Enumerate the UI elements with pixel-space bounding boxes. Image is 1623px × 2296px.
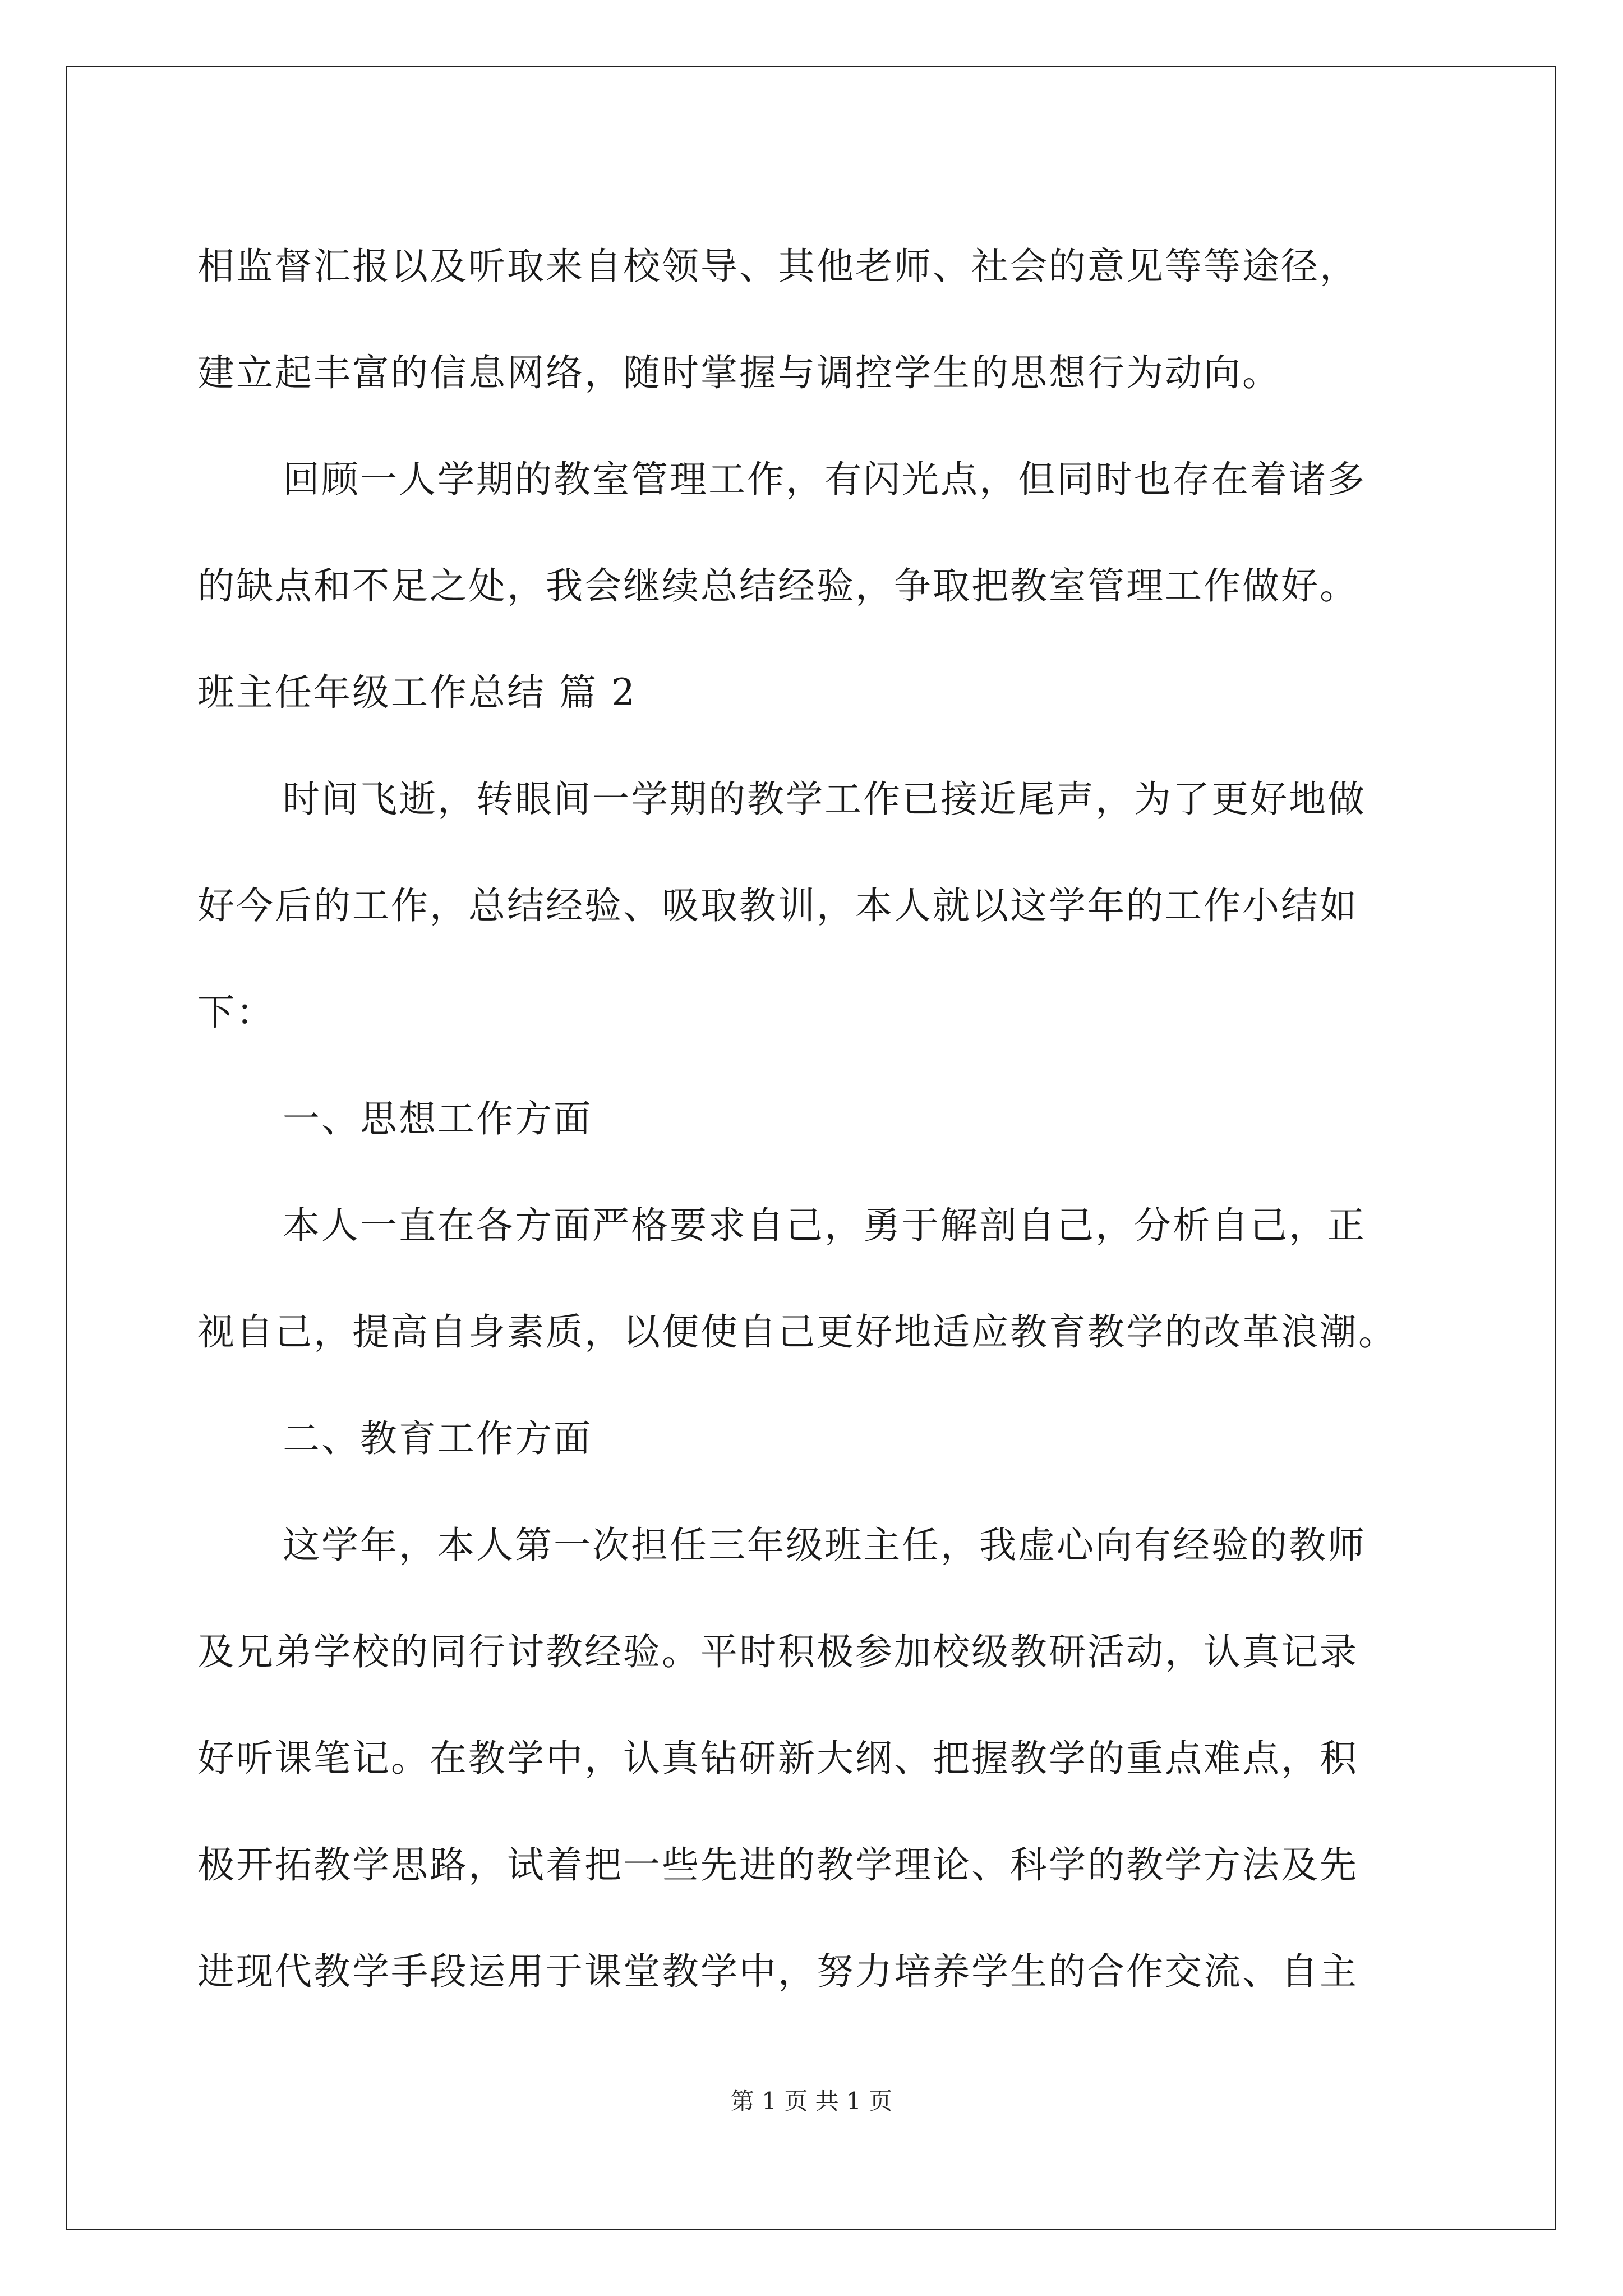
text-line: 及兄弟学校的同行讨教经验。平时积极参加校级教研活动，认真记录 bbox=[197, 1630, 1358, 1673]
text-line: 时间飞逝，转眼间一学期的教学工作已接近尾声，为了更好地做 bbox=[283, 777, 1366, 821]
text-line: 回顾一人学期的教室管理工作，有闪光点，但同时也存在着诸多 bbox=[283, 458, 1366, 501]
text-line: 建立起丰富的信息网络，随时掌握与调控学生的思想行为动向。 bbox=[197, 351, 1281, 394]
section-title: 班主任年级工作总结 篇 2 bbox=[197, 671, 637, 714]
text-line: 这学年，本人第一次担任三年级班主任，我虚心向有经验的教师 bbox=[283, 1524, 1366, 1567]
subheading: 二、教育工作方面 bbox=[283, 1417, 592, 1460]
text-line: 下： bbox=[197, 991, 275, 1034]
document-body bbox=[197, 213, 1442, 2025]
subheading: 一、思想工作方面 bbox=[283, 1097, 592, 1140]
text-line: 本人一直在各方面严格要求自己，勇于解剖自己，分析自己，正 bbox=[283, 1204, 1366, 1247]
text-line: 进现代教学手段运用于课堂教学中，努力培养学生的合作交流、自主 bbox=[197, 1950, 1358, 1993]
text-line: 极开拓教学思路，试着把一些先进的教学理论、科学的教学方法及先 bbox=[197, 1843, 1358, 1887]
text-line: 的缺点和不足之处，我会继续总结经验，争取把教室管理工作做好。 bbox=[197, 564, 1358, 608]
text-line: 相监督汇报以及听取来自校领导、其他老师、社会的意见等等途径， bbox=[197, 245, 1358, 288]
page-footer: 第 1 页 共 1 页 bbox=[730, 2087, 893, 2115]
text-line: 好今后的工作，总结经验、吸取教训，本人就以这学年的工作小结如 bbox=[197, 884, 1358, 927]
text-line: 好听课笔记。在教学中，认真钻研新大纲、把握教学的重点难点，积 bbox=[197, 1737, 1358, 1780]
text-line: 视自己，提高自身素质，以便使自己更好地适应教育教学的改革浪潮。 bbox=[197, 1310, 1397, 1354]
